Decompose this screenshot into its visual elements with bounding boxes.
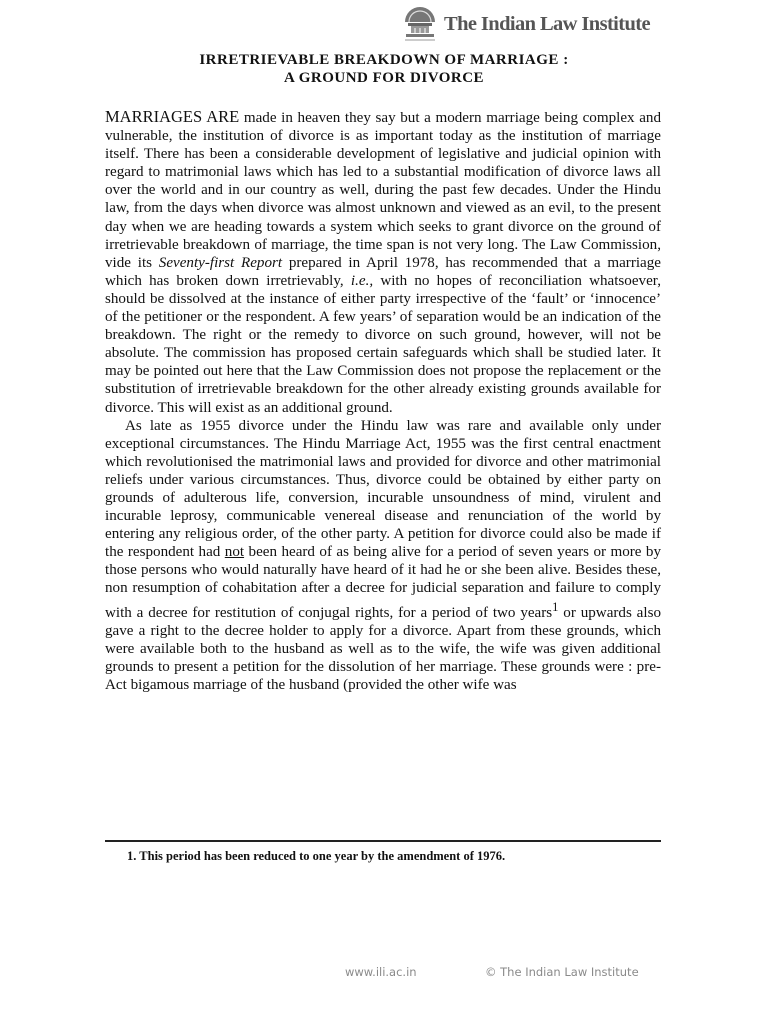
paragraph-1-text-a: made in heaven they say but a modern marriage being complex and vulnerable, the institution of divorce is as important today as the institution of marriage itself. There has been a considerable development of legislative and judicial opinion with regard to matrimonial laws which has led to a substantial modification of divorce laws all over the world and in our country as well, during the past few decades. Under the Hindu law, from the days when divorce was almost unknown and viewed as an evil, to the present day when we are heading towards a system which seeks to grant divorce on the ground of irretrievable breakdown of marriage, the time span is not very long. The Law Commission, vide its: [105, 110, 661, 271]
lead-in: MARRIAGES ARE: [105, 107, 240, 126]
page-header: [398, 2, 768, 46]
institute-seal-icon: [400, 2, 440, 46]
footnote-ref: 1: [552, 599, 559, 614]
paragraph-1: [105, 108, 661, 417]
underlined-word: not: [224, 544, 245, 561]
paragraph-2-text-c: or upwards also gave a right to the decree holder to apply for a divorce. Apart from these grounds, which were available both to the husband as well as to the wife, the wife was given additional grounds to present a petition for the dissolution of her marriage. These grounds were : pre-Act bigamous marriage of the husband (provided the other wife was: [105, 604, 661, 693]
title-line-2: A GROUND FOR DIVORCE: [283, 70, 485, 86]
footnote: 1. This period has been reduced to one year by the amendment of 1976.: [127, 849, 506, 863]
paragraph-2: [105, 417, 661, 694]
ie-abbrev: i.e.,: [350, 272, 374, 289]
report-title: Seventy-first Report: [158, 254, 283, 271]
footnote-divider: [105, 840, 661, 842]
brand-name: The Indian Law Institute: [444, 13, 651, 35]
article-title: [0, 51, 768, 87]
footer-url-link[interactable]: www.ili.ac.in: [345, 965, 417, 979]
article-body: [105, 108, 661, 694]
paragraph-2-text-a: As late as 1955 divorce under the Hindu law was rare and available only under exceptional circumstances. The Hindu Marriage Act, 1955 was the first central enactment which revolutionised the matrimonial laws and provided for divorce and other matrimonial reliefs under various circumstances. Thus, divorce could be obtained by either party on grounds of adulterous life, conversion, incurable unsoundness of mind, virulent and incurable leprosy, communicable venereal disease and renunciation of the world by entering any religious order, of the other party. A petition for divorce could also be made if the respondent had: [105, 417, 661, 561]
title-line-1: IRRETRIEVABLE BREAKDOWN OF MARRIAGE :: [199, 52, 569, 68]
footer-copyright: © The Indian Law Institute: [485, 965, 639, 979]
paragraph-2-text-b: been heard of as being alive for a period of seven years or more by those persons who would naturally have heard of it had he or she been alive. Besides these, non resumption of cohabitation after a decree for judicial separation and failure to comply with a decree for restitution of conjugal rights, for a period of two years: [105, 544, 662, 621]
paragraph-1-text-b: prepared in April 1978, has recommended that a marriage which has broken down irretrievably,: [105, 254, 662, 289]
paragraph-1-text-c: with no hopes of reconciliation whatsoever, should be dissolved at the instance of either party irrespective of the ‘fault’ or ‘innocence’ of the petitioner or the respondent. A few years’ of separation would be an indication of the breakdown. The right or the remedy to divorce on such ground, however, will not be absolute. The commission has proposed certain safeguards which shall be studied later. It may be pointed out here that the Law Commission does not propose the replacement or the substitution of irretrievable breakdown for the other already existing grounds available for divorce. This will exist as an additional ground.: [105, 272, 661, 416]
